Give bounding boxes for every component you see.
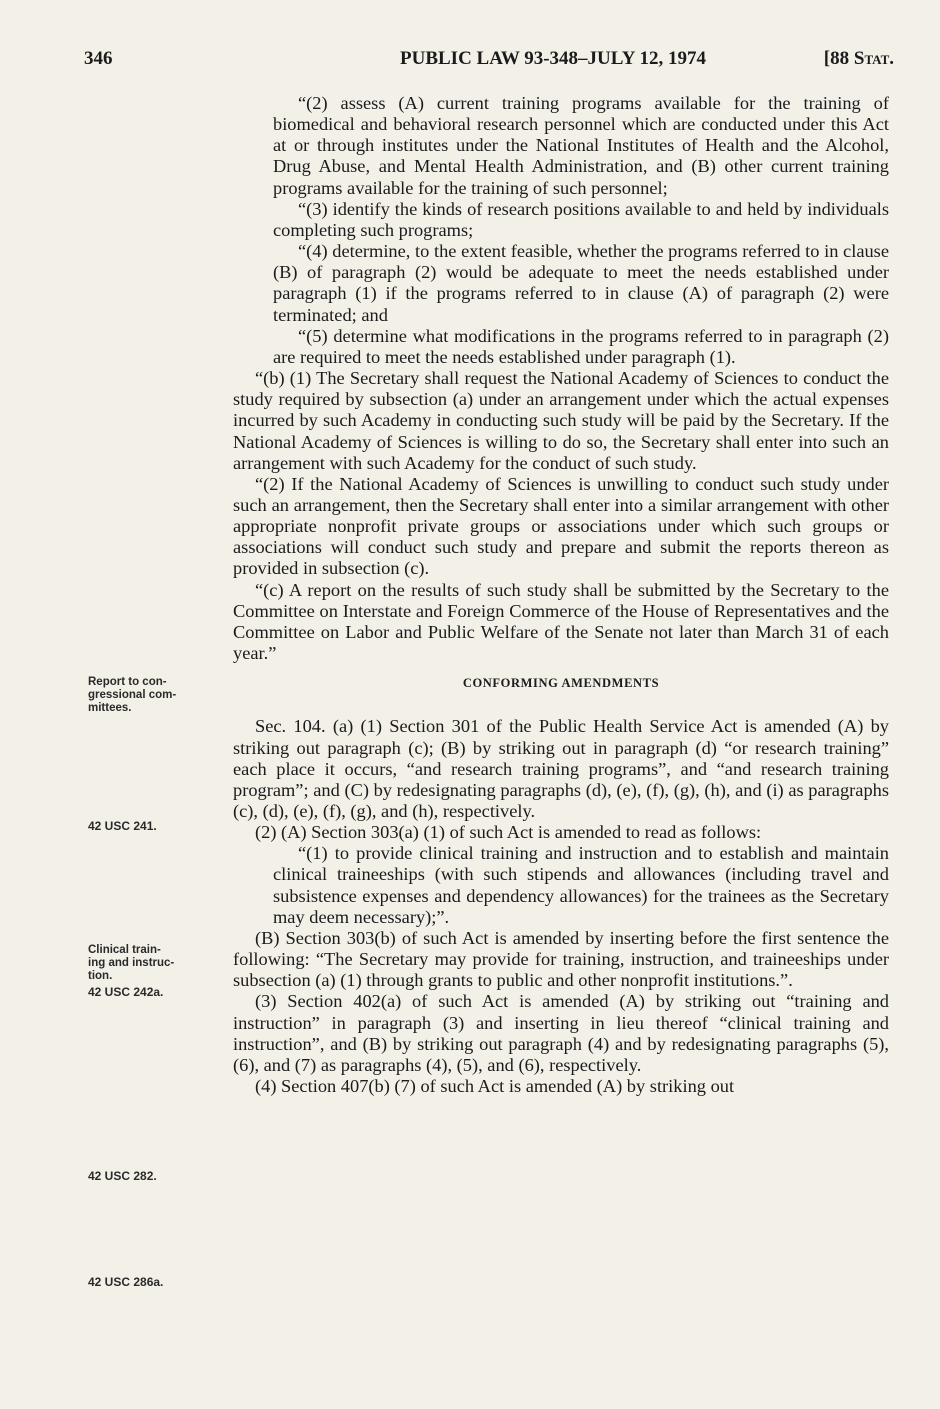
- main-text: [233, 93, 889, 1097]
- quoted-clauses: [233, 93, 889, 368]
- subsection-c: “(c) A report on the results of such study shall be submitted by the Secretary to the Committee on Interstate and Foreign Commerce of the House of Representatives and the Committee on Labor and Public Welfare of the Senate not later than March 31 of each year.”: [233, 579, 889, 664]
- margin-note-clinical: Clinical train- ing and instruc- tion.: [88, 944, 175, 982]
- page-header: [84, 48, 894, 78]
- margin-note-usc-241: 42 USC 241.: [88, 819, 157, 833]
- subsection-a3: (3) Section 402(a) of such Act is amended (A) by striking out “training and instruction” in paragraph (3) and inserting in lieu thereof “clinical training and instruction”, and (B) by striking out paragraph (4) and by redesignating paragraphs (5), (6), and (7) as paragraphs (4), (5), and (6), respectively.: [233, 991, 889, 1075]
- subsection-b1: “(b) (1) The Secretary shall request the National Academy of Sciences to conduct the study required by subsection (a) under an arrangement under which the actual expenses incurred by such Academy in conducting such study will be paid by the Secretary. If the National Academy of Sciences is willing to do so, the Secretary shall enter into such an arrangement with such Academy for the conduct of such study.: [233, 368, 889, 473]
- clause-5: “(5) determine what modifications in the programs referred to in paragraph (2) are required to meet the needs established under paragraph (1).: [273, 325, 889, 367]
- quoted-paragraph-1: “(1) to provide clinical training and instruction and to establish and maintain clinical traineeships (with such stipends and allowances (including travel and subsistence expenses and dependency allowances) for the trainees as the Secretary may deem necessary);”.: [273, 843, 889, 927]
- margin-note-report: Report to con- gressional com- mittees.: [88, 676, 177, 714]
- statute-label: Stat.: [853, 48, 894, 69]
- section-104: Sec. 104. (a) (1) Section 301 of the Public Health Service Act is amended (A) by striking out paragraph (c); (B) by striking out in paragraph (d) “or research training” each place it occurs, “and research training programs”, and “and research training program”; and (C) by redesignating paragraphs (d), (e), (f), (g), (h), and (i) as paragraphs (c), (d), (e), (f), (g), and (h), respectively.: [233, 716, 889, 821]
- subsection-b2: “(2) If the National Academy of Sciences is unwilling to conduct such study under such an arrangement, then the Secretary shall enter into a similar arrangement with other appropriate nonprofit private groups or associations under which such groups or associations will conduct such study and prepare and submit the reports thereon as provided in subsection (c).: [233, 473, 889, 579]
- clause-2: “(2) assess (A) current training programs available for the training of biomedical and behavioral research personnel which are conducted under this Act at or through institutes under the National Institutes of Health and the Alcohol, Drug Abuse, and Mental Health Administration, and (B) other current training programs available for the training of such personnel;: [273, 93, 889, 198]
- clause-3: “(3) identify the kinds of research positions available to and held by individuals completing such programs;: [273, 198, 889, 240]
- margin-note-usc-282: 42 USC 282.: [88, 1169, 157, 1183]
- running-title: PUBLIC LAW 93-348–JULY 12, 1974: [400, 48, 706, 69]
- statute-volume: [88: [823, 48, 850, 69]
- section-heading: CONFORMING AMENDMENTS: [462, 676, 660, 691]
- margin-note-usc-286a: 42 USC 286a.: [88, 1275, 164, 1289]
- quoted-paragraph: [233, 843, 889, 928]
- subsection-a2A: (2) (A) Section 303(a) (1) of such Act is amended to read as follows:: [255, 822, 762, 843]
- page-number: 346: [84, 48, 113, 69]
- margin-note-usc-242a: 42 USC 242a.: [88, 985, 164, 999]
- clause-4: “(4) determine, to the extent feasible, whether the programs referred to in clause (B) of paragraph (2) would be adequate to meet the needs established under paragraph (1) if the programs referred to in clause (A) of paragraph (2) were terminated; and: [273, 241, 889, 325]
- subsection-a4: (4) Section 407(b) (7) of such Act is amended (A) by striking out: [255, 1076, 735, 1097]
- subsection-B: (B) Section 303(b) of such Act is amended by inserting before the first sentence the following: “The Secretary may provide for training, instruction, and traineeships under subsection (a) (1) through grants to public and other nonprofit institutions.”.: [233, 927, 889, 991]
- statute-reference: [824, 48, 894, 70]
